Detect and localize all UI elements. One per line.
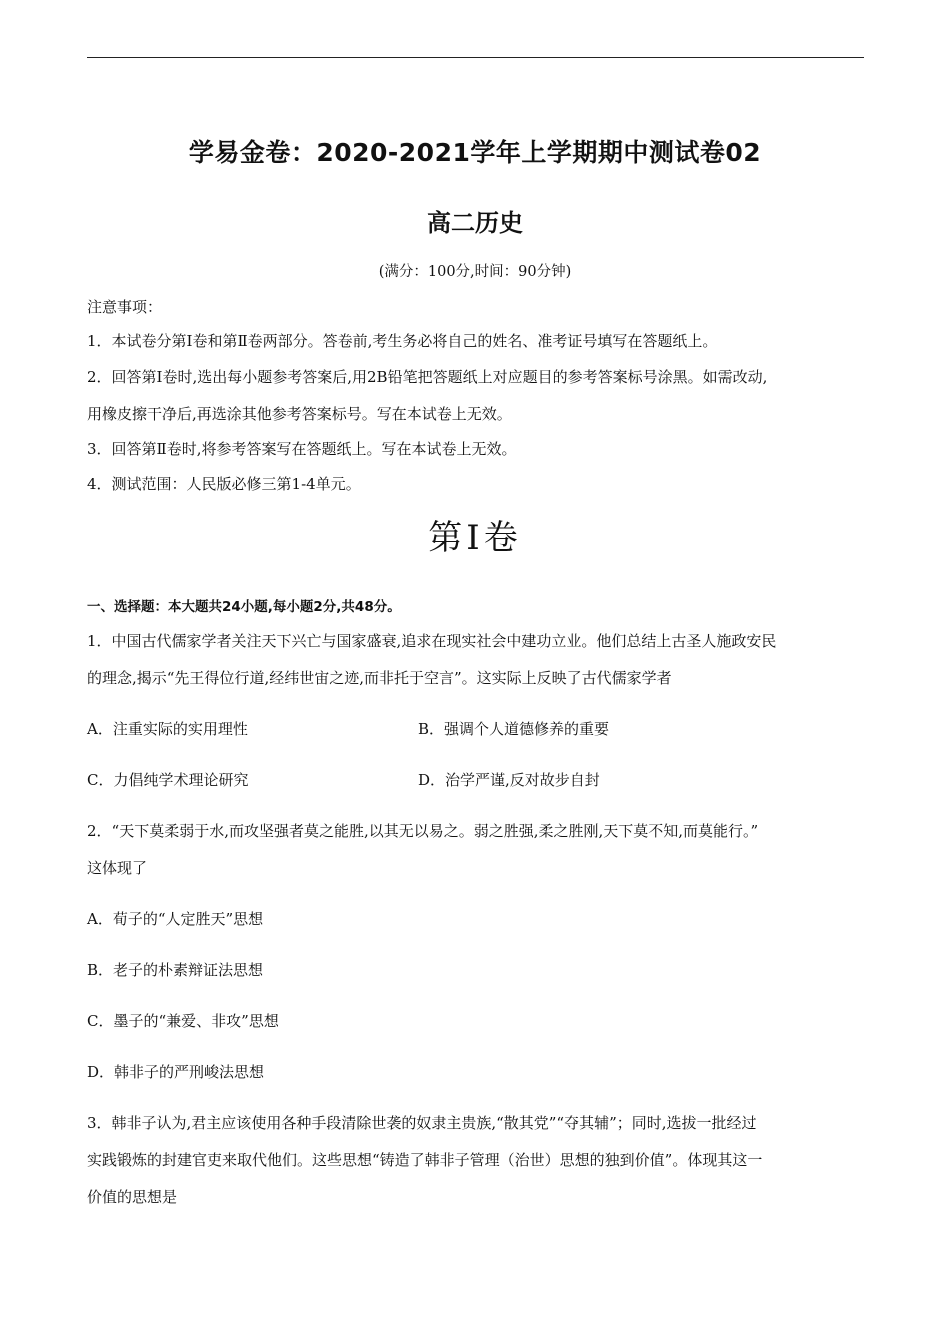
question-1-option-d: D．治学严谨,反对故步自封 [418, 771, 600, 789]
question-2-option-d: D．韩非子的严刑峻法思想 [87, 1063, 265, 1081]
question-1-line: 的理念,揭示“先王得位行道,经纬世宙之迹,而非托于空言”。这实际上反映了古代儒家学者 [87, 669, 672, 687]
header-rule [87, 57, 864, 58]
notice-item: 3．回答第Ⅱ卷时,将参考答案写在答题纸上。写在本试卷上无效。 [87, 440, 517, 458]
question-1-option-a: A．注重实际的实用理性 [87, 720, 248, 738]
volume-title: 第Ⅰ卷 [428, 518, 522, 558]
question-2-option-b: B．老子的朴素辩证法思想 [87, 961, 264, 979]
question-3-line: 3．韩非子认为,君主应该使用各种手段清除世袭的奴隶主贵族,“散其党”“夺其辅”；同时,选拔一批经过 [87, 1114, 757, 1132]
subject-title: 高二历史 [427, 209, 523, 237]
question-3-line: 价值的思想是 [87, 1188, 178, 1206]
question-1-option-b: B．强调个人道德修养的重要 [418, 720, 610, 738]
notice-item: 4．测试范围：人民版必修三第1-4单元。 [87, 475, 361, 493]
question-2-option-a: A．荀子的“人定胜天”思想 [87, 910, 264, 928]
question-2-option-c: C．墨子的“兼爱、非攻”思想 [87, 1012, 279, 1030]
question-2-line: 这体现了 [87, 859, 148, 877]
notice-heading: 注意事项： [87, 298, 163, 316]
question-1-option-c: C．力倡纯学术理论研究 [87, 771, 249, 789]
question-2-line: 2．“天下莫柔弱于水,而攻坚强者莫之能胜,以其无以易之。弱之胜强,柔之胜刚,天下莫不知,而莫能行。” [87, 822, 759, 840]
question-1-line: 1．中国古代儒家学者关注天下兴亡与国家盛衰,追求在现实社会中建功立业。他们总结上古圣人施政安民 [87, 632, 777, 650]
notice-item: 2．回答第Ⅰ卷时,选出每小题参考答案后,用2B铅笔把答题纸上对应题目的参考答案标号涂黑。如需改动, [87, 368, 768, 386]
section-heading: 一、选择题：本大题共24小题,每小题2分,共48分。 [87, 599, 401, 615]
page-title: 学易金卷：2020-2021学年上学期期中测试卷02 [188, 138, 762, 167]
exam-meta: (满分：100分,时间：90分钟) [378, 264, 572, 280]
notice-item: 用橡皮擦干净后,再选涂其他参考答案标号。写在本试卷上无效。 [87, 405, 512, 423]
question-3-line: 实践锻炼的封建官吏来取代他们。这些思想“铸造了韩非子管理（治世）思想的独到价值”。体现其这一 [87, 1151, 763, 1169]
notice-item: 1．本试卷分第Ⅰ卷和第Ⅱ卷两部分。答卷前,考生务必将自己的姓名、准考证号填写在答题纸上。 [87, 332, 718, 350]
